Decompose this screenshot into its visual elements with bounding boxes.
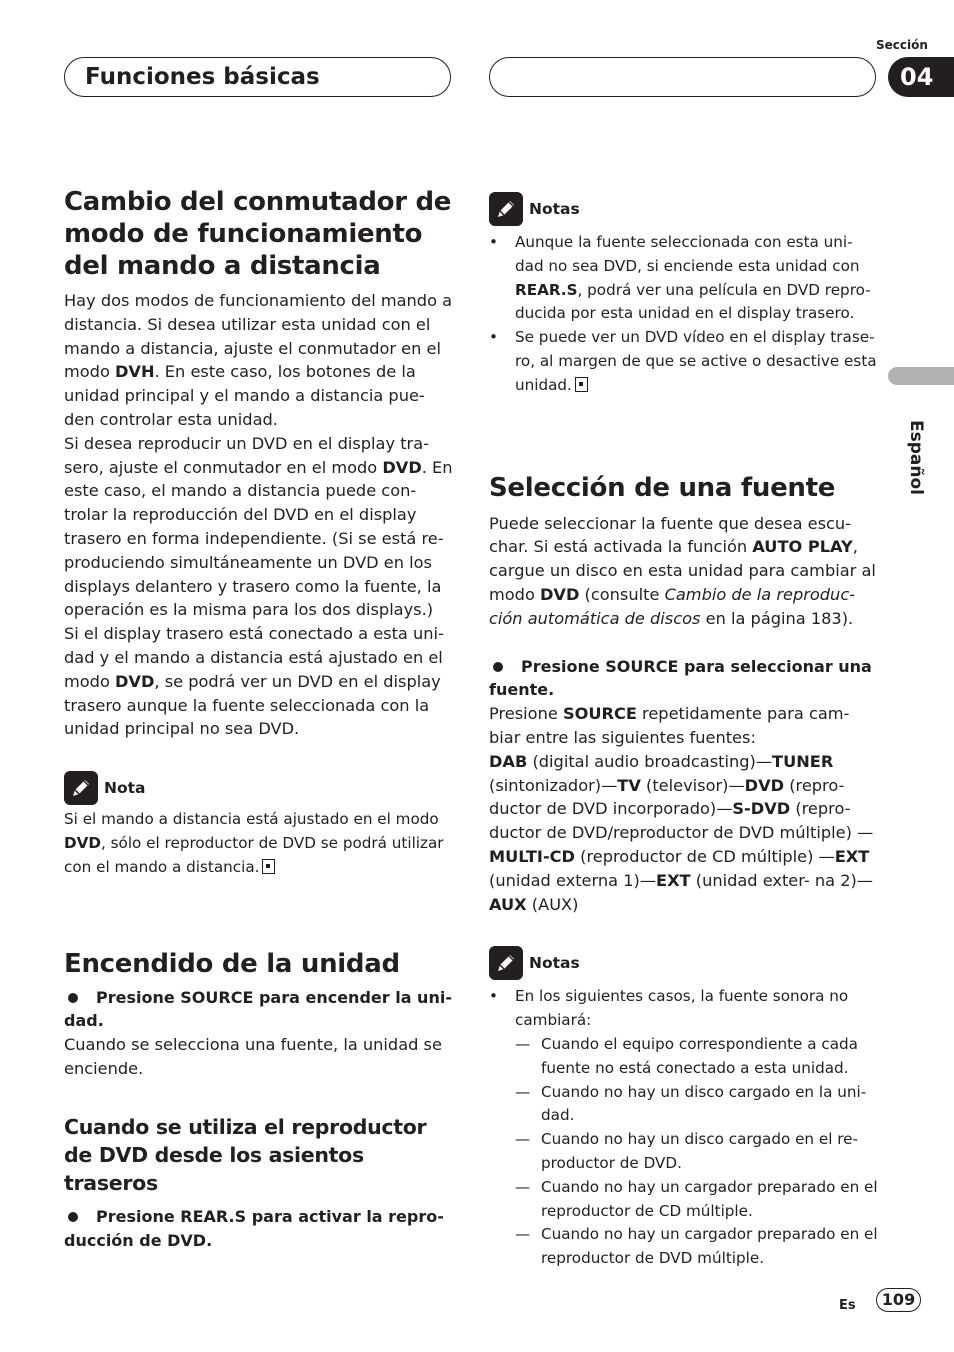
notes1-title: Notas xyxy=(529,200,580,218)
notes1-bullet-1: • Aunque la fuente seleccionada con esta uni- dad no sea DVD, si enciende esta unidad con REAR.S, podrá ver una película en DVD repro- ducida por esta unidad en el display trasero. xyxy=(489,231,879,326)
side-tab-language: Español xyxy=(906,420,926,495)
section-number-badge: 04 xyxy=(888,57,954,97)
heading-power-on: Encendido de la unidad xyxy=(64,948,400,979)
pencil-icon xyxy=(489,946,523,980)
right-column xyxy=(489,192,879,1271)
end-mark-icon xyxy=(262,859,275,874)
rear-step: Presione REAR.S para activar la repro- ducción de DVD. xyxy=(64,1206,444,1250)
section-label: Sección xyxy=(876,38,928,52)
power-paragraph: Cuando se selecciona una fuente, la unidad se enciende. xyxy=(64,1035,442,1078)
remote-paragraph-2: Si desea reproducir un DVD en el display tra- sero, ajuste el conmutador en el modo DVD. En este caso, el mando a distancia puede con- trolar la reproducción del DVD en el display trasero en forma independiente. (Si se está re- produciendo simultáneamente un DVD en los displays delantero y trasero como la fuente, la operación es la misma para los dos displays.) xyxy=(64,433,453,620)
side-tab-bar xyxy=(888,367,954,385)
left-column xyxy=(64,186,454,1252)
source-list-paragraph: Presione SOURCE repetidamente para cam- biar entre las siguientes fuentes: DAB (digital audio broadcasting)—TUNER (sintonizador)—TV (televisor)—DVD (repro- ductor de DVD incorporado)—S-DVD (repro- ductor de DVD/reproductor de DVD múltiple) —MULTI-CD (reproductor de CD múltiple) —EXT (unidad externa 1)—EXT (unidad exter- na 2)—AUX (AUX) xyxy=(489,704,874,914)
notes2-dash-item: — Cuando no hay un disco cargado en el re- productor de DVD. xyxy=(515,1130,859,1172)
notes2-dash-item: — Cuando no hay un cargador preparado en el reproductor de DVD múltiple. xyxy=(515,1225,878,1268)
notes2-dash-item: — Cuando no hay un disco cargado en la uni- dad. xyxy=(515,1082,867,1125)
heading-rear-seats: Cuando se utiliza el reproductor de DVD desde los asientos traseros xyxy=(64,1114,427,1195)
notes2-dash-item: — Cuando el equipo correspondiente a cada fuente no está conectado a esta unidad. xyxy=(515,1034,858,1077)
footer-language: Es xyxy=(839,1298,856,1313)
heading-remote-mode: Cambio del conmutador de modo de funcionamiento del mando a distancia xyxy=(64,187,452,281)
notes1-header xyxy=(489,192,879,226)
remote-paragraph-3: Si el display trasero está conectado a esta uni- dad y el mando a distancia está ajustado en el modo DVD, se podrá ver un DVD en el display trasero aunque la fuente seleccionada con la unidad principal no sea DVD. xyxy=(64,624,444,739)
end-mark-icon xyxy=(575,377,588,392)
notes2-dash-item: — Cuando no hay un cargador preparado en el reproductor de CD múltiple. xyxy=(515,1177,878,1220)
page-number: 109 xyxy=(876,1288,921,1312)
pencil-icon xyxy=(489,192,523,226)
notes2-bullet-1: • En los siguientes casos, la fuente sonora no cambiará: xyxy=(489,985,879,1033)
pencil-icon xyxy=(64,771,98,805)
bullet-dot-icon xyxy=(493,662,503,672)
bullet-dot-icon xyxy=(68,993,78,1003)
source-step: Presione SOURCE para seleccionar una fuente. xyxy=(489,656,872,700)
notes2-header xyxy=(489,946,879,980)
note-header xyxy=(64,771,454,805)
heading-select-source: Selección de una fuente xyxy=(489,472,836,503)
notes1-bullet-2: • Se puede ver un DVD vídeo en el display trase- ro, al margen de que se active o desactive esta unidad. xyxy=(489,326,879,397)
bullet-dot-icon xyxy=(68,1212,78,1222)
header-title: Funciones básicas xyxy=(85,64,320,90)
header-empty-pill xyxy=(489,57,876,97)
power-step: Presione SOURCE para encender la uni- dad. xyxy=(64,987,452,1031)
notes2-title: Notas xyxy=(529,954,580,973)
note-title: Nota xyxy=(104,779,146,798)
source-paragraph: Puede seleccionar la fuente que desea escu- char. Si está activada la función AUTO PLAY, cargue un disco en esta unidad para cambiar al modo DVD (consulte Cambio de la reproduc- ción automática de discos en la página 183). xyxy=(489,513,876,628)
header-title-pill xyxy=(64,57,451,97)
remote-paragraph-1: Hay dos modos de funcionamiento del mando a distancia. Si desea utilizar esta unidad con el mando a distancia, ajuste el conmutador en el modo DVH. En este caso, los botones de la unidad principal y el mando a distancia pue- den controlar esta unidad. xyxy=(64,291,453,429)
note-text: Si el mando a distancia está ajustado en el modo DVD, sólo el reproductor de DVD se podrá utilizar con el mando a distancia. xyxy=(64,810,444,876)
